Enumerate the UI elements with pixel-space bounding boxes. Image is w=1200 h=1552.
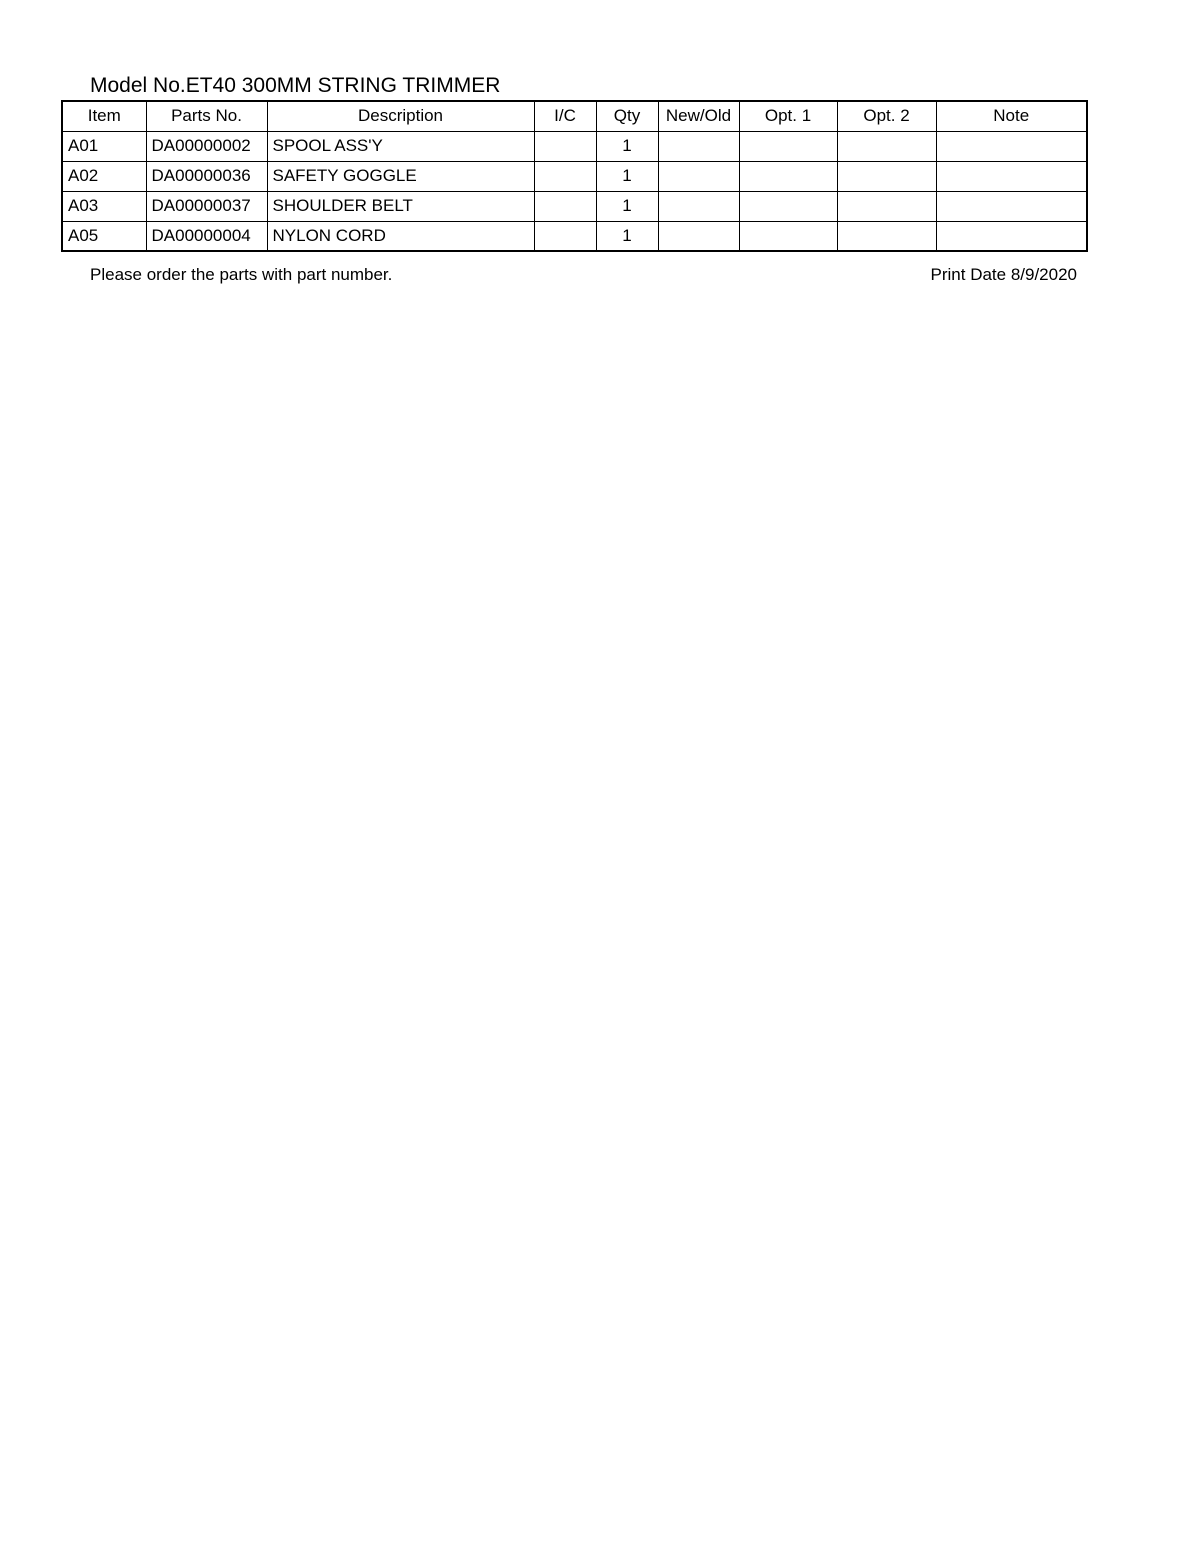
cell-part-no: DA00000037 bbox=[146, 191, 267, 221]
cell-item: A02 bbox=[62, 161, 146, 191]
cell-opt2 bbox=[837, 131, 936, 161]
cell-description: SPOOL ASS'Y bbox=[267, 131, 534, 161]
cell-qty: 1 bbox=[596, 131, 658, 161]
cell-opt1 bbox=[739, 191, 837, 221]
table-row bbox=[62, 161, 1087, 191]
cell-opt2 bbox=[837, 161, 936, 191]
cell-part-no: DA00000004 bbox=[146, 221, 267, 251]
cell-ic bbox=[534, 191, 596, 221]
cell-new-old bbox=[658, 161, 739, 191]
cell-note bbox=[936, 191, 1087, 221]
cell-description: NYLON CORD bbox=[267, 221, 534, 251]
order-instruction: Please order the parts with part number. bbox=[90, 265, 393, 284]
cell-note bbox=[936, 221, 1087, 251]
cell-qty: 1 bbox=[596, 161, 658, 191]
column-header-ic: I/C bbox=[534, 101, 596, 131]
cell-opt2 bbox=[837, 221, 936, 251]
column-header-parts-no: Parts No. bbox=[146, 101, 267, 131]
cell-qty: 1 bbox=[596, 191, 658, 221]
table-row bbox=[62, 221, 1087, 251]
cell-opt1 bbox=[739, 161, 837, 191]
column-header-qty: Qty bbox=[596, 101, 658, 131]
cell-part-no: DA00000002 bbox=[146, 131, 267, 161]
column-header-new-old: New/Old bbox=[658, 101, 739, 131]
cell-part-no: DA00000036 bbox=[146, 161, 267, 191]
cell-note bbox=[936, 131, 1087, 161]
cell-item: A03 bbox=[62, 191, 146, 221]
cell-item: A01 bbox=[62, 131, 146, 161]
table-header-row bbox=[62, 101, 1087, 131]
cell-note bbox=[936, 161, 1087, 191]
cell-qty: 1 bbox=[596, 221, 658, 251]
cell-opt1 bbox=[739, 221, 837, 251]
cell-description: SAFETY GOGGLE bbox=[267, 161, 534, 191]
document-title: Model No.ET40 300MM STRING TRIMMER bbox=[90, 74, 501, 97]
cell-opt2 bbox=[837, 191, 936, 221]
cell-opt1 bbox=[739, 131, 837, 161]
cell-new-old bbox=[658, 131, 739, 161]
parts-table bbox=[61, 100, 1088, 252]
column-header-description: Description bbox=[267, 101, 534, 131]
cell-ic bbox=[534, 131, 596, 161]
column-header-opt1: Opt. 1 bbox=[739, 101, 837, 131]
cell-description: SHOULDER BELT bbox=[267, 191, 534, 221]
table-row bbox=[62, 191, 1087, 221]
cell-new-old bbox=[658, 221, 739, 251]
table-row bbox=[62, 131, 1087, 161]
column-header-item: Item bbox=[62, 101, 146, 131]
cell-ic bbox=[534, 221, 596, 251]
print-date: Print Date 8/9/2020 bbox=[930, 265, 1077, 284]
column-header-note: Note bbox=[936, 101, 1087, 131]
column-header-opt2: Opt. 2 bbox=[837, 101, 936, 131]
cell-ic bbox=[534, 161, 596, 191]
cell-item: A05 bbox=[62, 221, 146, 251]
cell-new-old bbox=[658, 191, 739, 221]
